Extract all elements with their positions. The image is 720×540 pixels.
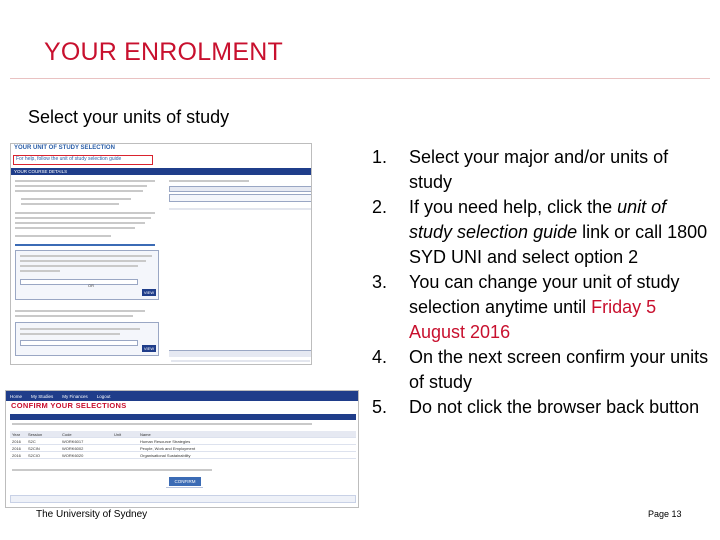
cell-code: WORK6020 [62,452,84,458]
major-select-field[interactable] [20,279,138,285]
units-selection-box [15,322,159,356]
unit-select-field[interactable] [20,340,138,346]
selection-guide-reference: unit of study selection guide [409,197,667,242]
text-line [15,222,145,224]
view-button[interactable]: VIEW [143,290,155,295]
step-text-part: If you need help, click the [409,197,618,217]
page-number: Page 13 [648,509,682,519]
step-text [409,195,712,270]
text-line [15,227,135,229]
deadline-date: Friday 5 August 2016 [409,297,657,342]
text-line [20,328,140,330]
text-line [15,190,143,192]
nav-my-finances[interactable]: My Finances [62,393,88,399]
confirm-info-bar [10,495,356,503]
header-name: Name [140,431,151,437]
step-text-part: You can change your unit of study selection anytime until [409,272,680,317]
step-number: 5. [372,397,388,417]
step-number: 4. [372,347,388,367]
confirm-section-bar [10,414,356,420]
cell-year: 2016 [12,452,21,458]
confirm-selections-screenshot [5,390,359,508]
text-line [12,469,212,471]
unit-selection-header: YOUR UNIT OF STUDY SELECTION [14,145,115,151]
step-text-part: Select your major and/or units of study [409,147,669,192]
cell-session: S2C [28,438,36,444]
text-line [20,333,120,335]
step-text [409,345,712,395]
instruction-step [372,270,712,345]
selected-units-tabs [169,186,312,192]
cell-year: 2016 [12,445,21,451]
instruction-list [372,145,712,420]
major-selection-box [15,250,159,300]
course-details-label: YOUR COURSE DETAILS [14,169,68,174]
nav-my-studies[interactable]: My Studies [31,393,54,399]
confirm-button[interactable]: CONFIRM [169,477,201,486]
view-button[interactable]: VIEW [143,346,155,351]
step-text [409,270,712,345]
step-number: 1. [372,147,388,167]
text-line [15,235,111,237]
text-line [20,255,152,257]
title-divider [10,78,710,79]
top-navigation [6,391,358,401]
table-row [10,445,356,452]
selected-units-table [169,350,312,364]
slide-title: YOUR ENROLMENT [44,38,283,66]
table-header [10,431,356,438]
nav-logout[interactable]: Logout [96,393,111,399]
confirm-underline [166,487,203,488]
unit-selection-screenshot [10,143,312,365]
table-header [169,351,312,357]
text-line [21,198,131,200]
text-line [20,270,60,272]
text-line [15,180,155,182]
step-text-part: On the next screen confirm your units of study [409,347,709,392]
table-row [10,452,356,459]
cell-code: WORK6002 [62,445,84,451]
step-text-part: link or call 1800 SYD UNI and select option 2 [409,222,708,267]
step-text-part: Do not click the browser back button [409,397,700,417]
or-separator: OR [88,283,94,288]
selection-guide-link[interactable]: For help, follow the unit of study selection guide [13,155,153,165]
instruction-step [372,195,712,270]
text-line [15,212,155,214]
instruction-step [372,345,712,395]
cell-year: 2016 [12,438,21,444]
header-unit: Unit [114,431,122,437]
text-line [15,185,147,187]
text-line [15,310,145,312]
text-line [20,260,146,262]
step-number: 2. [372,197,388,217]
slide-subtitle: Select your units of study [28,107,230,127]
header-year: Year [12,431,21,437]
cell-session: S2CIO [28,452,41,458]
cell-name: Organisational Sustainability [140,452,191,458]
step-text [409,145,712,195]
nav-home[interactable]: Home [10,393,23,399]
text-line [12,423,312,425]
confirm-page-title: CONFIRM YOUR SELECTIONS [11,401,127,410]
text-line [15,217,151,219]
instruction-step [372,145,712,195]
selected-units-header-row [169,194,312,202]
selected-units-table [10,431,356,459]
university-name: The University of Sydney [36,509,148,520]
text-line [20,265,138,267]
cell-session: S2CIN [28,445,40,451]
text-line [169,180,249,182]
section-rule [15,244,155,246]
table-row [171,360,310,362]
cell-name: Human Resource Strategies [140,438,191,444]
cell-code: WORK6017 [62,438,84,444]
header-session: Session [28,431,43,437]
step-number: 3. [372,272,388,292]
course-details-bar [11,168,312,175]
table-row [10,438,356,445]
header-code: Code [62,431,72,437]
text-line [21,203,119,205]
step-text [409,395,712,420]
instruction-step [372,395,712,420]
text-line [169,208,312,210]
text-line [15,315,133,317]
cell-name: People, Work and Employment [140,445,196,451]
